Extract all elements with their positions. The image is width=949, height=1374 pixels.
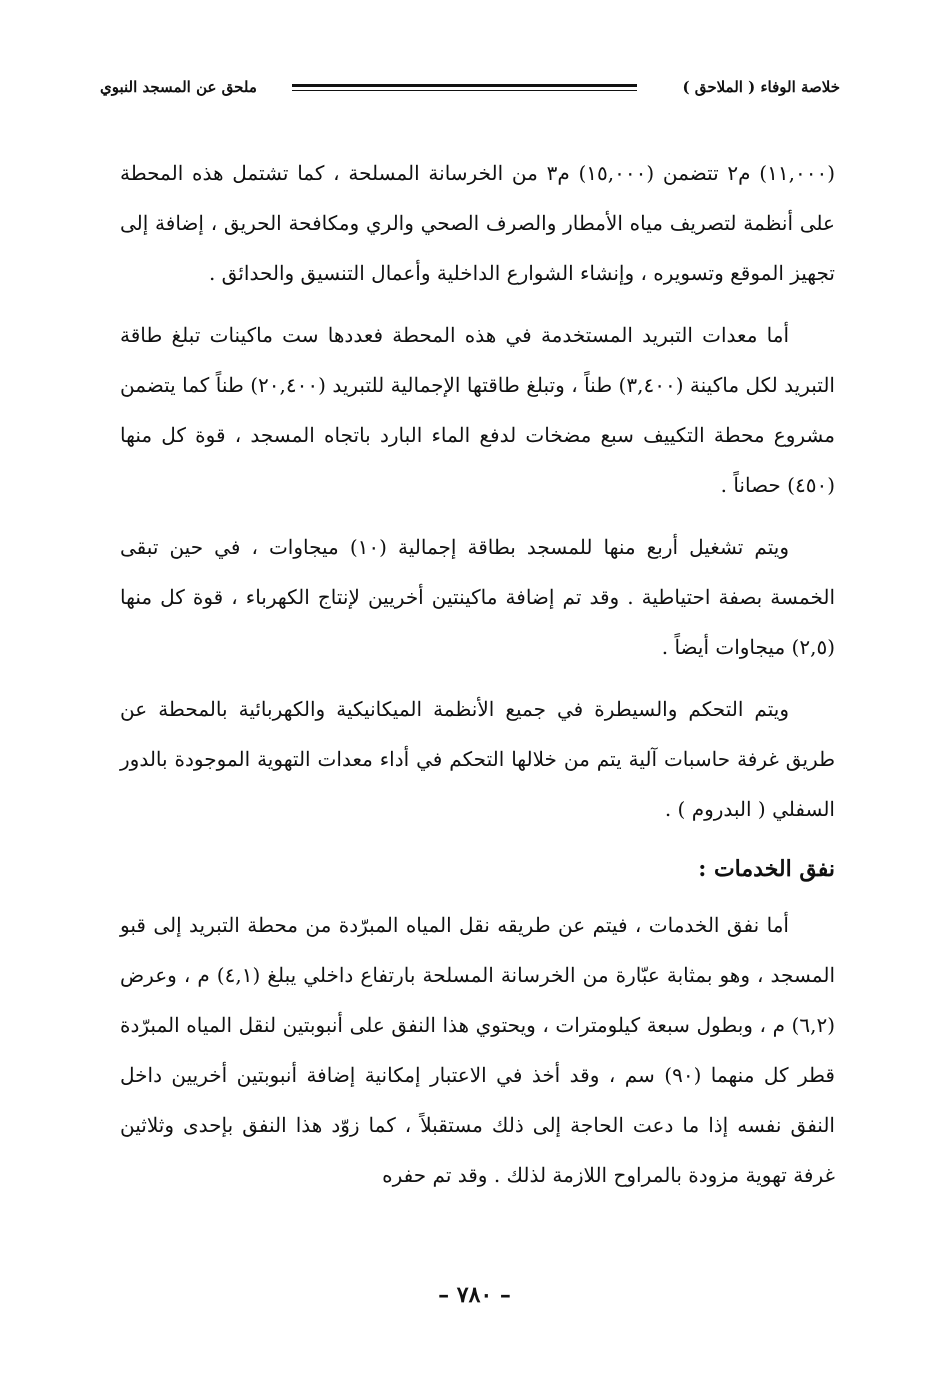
header-book-title: خلاصة الوفاء ( الملاحق ) [682, 78, 840, 96]
page-number: – ٧٨٠ – [438, 1282, 511, 1308]
section-heading-services-tunnel: نفق الخدمات : [698, 856, 835, 882]
paragraph-control-systems: ويتم التحكم والسيطرة في جميع الأنظمة الميكانيكية والكهربائية بالمحطة عن طريق غرفة حاسبات آلية يتم من خلالها التحكم في أداء معدات التهوية الموجودة بالدور السفلي ( البدروم ) . [120, 697, 835, 821]
paragraph-continuation: (١١,٠٠٠) م٢ تتضمن (١٥,٠٠٠) م٣ من الخرسانة المسلحة ، كما تشتمل هذه المحطة على أنظمة لتصريف مياه الأمطار والصرف الصحي والري ومكافحة الحريق ، إضافة إلى تجهيز الموقع وتسويره ، وإنشاء الشوارع الداخلية وأعمال التنسيق والحدائق . [120, 161, 836, 285]
header-rule [292, 84, 637, 91]
header-section-name: ملحق عن المسجد النبوي [100, 78, 257, 96]
paragraph-power-generation: ويتم تشغيل أربع منها للمسجد بطاقة إجمالية (١٠) ميجاوات ، في حين تبقى الخمسة بصفة احتياطية . وقد تم إضافة ماكينتين أخريين لإنتاج الكهرباء ، قوة كل منها (٢,٥) ميجاوات أيضاً . [120, 535, 835, 659]
paragraph-cooling-equipment: أما معدات التبريد المستخدمة في هذه المحطة فعددها ست ماكينات تبلغ طاقة التبريد لكل ماكينة (٣,٤٠٠) طناً ، وتبلغ طاقتها الإجمالية للتبريد (٢٠,٤٠٠) طناً كما يتضمن مشروع محطة التكييف سبع مضخات لدفع الماء البارد باتجاه المسجد ، قوة كل منها (٤٥٠) حصاناً . [120, 323, 835, 497]
page-body [120, 148, 835, 1212]
paragraph-services-tunnel: أما نفق الخدمات ، فيتم عن طريقه نقل المياه المبرّدة من محطة التبريد إلى قبو المسجد ، وهو بمثابة عبّارة من الخرسانة المسلحة بارتفاع داخلي يبلغ (٤,١) م ، وعرض (٦,٢) م ، وبطول سبعة كيلومترات ، ويحتوي هذا النفق على أنبوبتين لنقل المياه المبرّدة قطر كل منهما (٩٠) سم ، وقد أخذ في الاعتبار إمكانية إضافة أنبوبتين أخريين داخل النفق نفسه إذا ما دعت الحاجة إلى ذلك مستقبلاً ، كما زوّد هذا النفق بإحدى وثلاثين غرفة تهوية مزودة بالمراوح اللازمة لذلك . وقد تم حفره [120, 913, 835, 1187]
running-header [100, 76, 840, 102]
